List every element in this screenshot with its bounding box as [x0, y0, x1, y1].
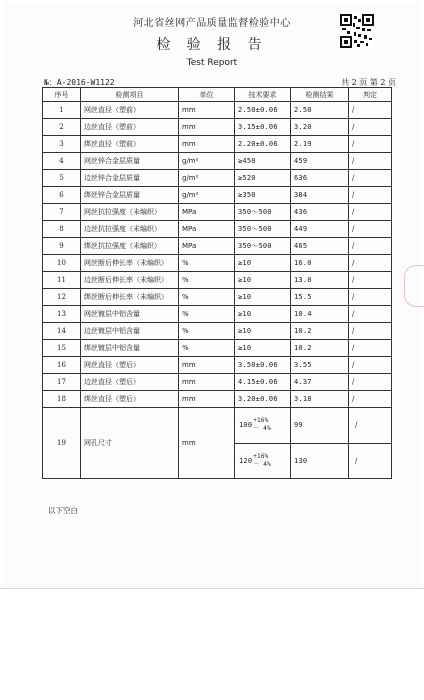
- row-number: 13: [43, 306, 81, 323]
- table-row: [43, 153, 392, 170]
- row-result: 4.37: [291, 374, 349, 391]
- row-result: 436: [291, 204, 349, 221]
- table-row: [43, 374, 392, 391]
- header-seq: 序号: [43, 88, 81, 102]
- row-result: 3.55: [291, 357, 349, 374]
- mesh-req-100: [235, 408, 290, 443]
- row-requirement: ≥10: [235, 289, 291, 306]
- row-verdict: /: [349, 102, 392, 119]
- row-verdict: /: [349, 136, 392, 153]
- row-result: 3.20: [291, 119, 349, 136]
- row-result: 10.4: [291, 306, 349, 323]
- row-result: 15.5: [291, 289, 349, 306]
- report-number: №：A-2016-W1122: [44, 78, 115, 87]
- row-requirement: ≥10: [235, 306, 291, 323]
- table-header-row: [43, 88, 392, 102]
- row-verdict: /: [349, 153, 392, 170]
- row-requirement: ≥10: [235, 255, 291, 272]
- row-unit: mm: [179, 102, 235, 119]
- header-result: 检测结果: [291, 88, 349, 102]
- row-item: 边丝抗拉强度（未编织）: [81, 221, 179, 238]
- row-requirement: 350～500: [235, 238, 291, 255]
- header-unit: 单位: [179, 88, 235, 102]
- row-unit: %: [179, 323, 235, 340]
- table-row: [43, 136, 392, 153]
- row-result: 13.0: [291, 272, 349, 289]
- row-item: 网丝镀层中铝含量: [81, 306, 179, 323]
- row-item: 绑丝镀层中铝含量: [81, 340, 179, 357]
- row-item: 网丝断后伸长率（未编织）: [81, 255, 179, 272]
- row-unit: %: [179, 340, 235, 357]
- row-result: 459: [291, 153, 349, 170]
- table-row: [43, 272, 392, 289]
- table-row: [43, 323, 392, 340]
- row-result: 16.0: [291, 255, 349, 272]
- tolerance-plus: +16%: [253, 452, 269, 460]
- row-number: 16: [43, 357, 81, 374]
- mesh-verdict-100: /: [355, 421, 358, 430]
- header-verdict: 判定: [349, 88, 392, 102]
- report-title: 检 验 报 告: [156, 37, 268, 53]
- tolerance-plus: +16%: [253, 417, 269, 425]
- organization-name: 河北省丝网产品质量监督检验中心: [133, 18, 291, 29]
- row-item: 绑丝直径（塑后）: [81, 391, 179, 408]
- row-number: 15: [43, 340, 81, 357]
- table-row: [43, 102, 392, 119]
- row-unit: mm: [179, 391, 235, 408]
- row-unit: g/m²: [179, 153, 235, 170]
- row-requirement: ≥10: [235, 323, 291, 340]
- mesh-tolerance: [253, 417, 271, 433]
- row-unit: MPa: [179, 204, 235, 221]
- row-verdict: /: [349, 221, 392, 238]
- row-unit: mm: [179, 136, 235, 153]
- row-requirement: 2.50±0.06: [235, 102, 291, 119]
- mesh-tolerance: [253, 453, 271, 469]
- row-result: 465: [291, 238, 349, 255]
- row-result: 2.50: [291, 102, 349, 119]
- row-unit: mm: [179, 357, 235, 374]
- row-requirement: 3.20±0.06: [235, 391, 291, 408]
- row-result: [291, 408, 349, 479]
- table-row: [43, 238, 392, 255]
- row-item: 边丝断后伸长率（未编织）: [81, 272, 179, 289]
- header-requirement: 技术要求: [235, 88, 291, 102]
- mesh-nominal: 100: [239, 421, 253, 430]
- row-requirement: 3.50±0.06: [235, 357, 291, 374]
- row-number: 4: [43, 153, 81, 170]
- row-requirement: 350～500: [235, 204, 291, 221]
- row-item: 网丝直径（塑后）: [81, 357, 179, 374]
- tolerance-minus: － 4%: [253, 460, 271, 468]
- row-item: 绑丝抗拉强度（未编织）: [81, 238, 179, 255]
- row-verdict: /: [349, 374, 392, 391]
- row-item: 边丝直径（塑后）: [81, 374, 179, 391]
- row-result: 636: [291, 170, 349, 187]
- row-unit: %: [179, 306, 235, 323]
- table-row: [43, 187, 392, 204]
- row-number: 3: [43, 136, 81, 153]
- row-item: 绑丝断后伸长率（未编织）: [81, 289, 179, 306]
- row-verdict: /: [349, 170, 392, 187]
- row-result: 10.2: [291, 323, 349, 340]
- row-requirement: [235, 408, 291, 479]
- row-number: 8: [43, 221, 81, 238]
- row-unit: %: [179, 255, 235, 272]
- row-unit: g/m²: [179, 170, 235, 187]
- tolerance-minus: － 4%: [253, 425, 271, 433]
- row-requirement: ≥10: [235, 272, 291, 289]
- report-title-english: Test Report: [186, 58, 238, 68]
- row-number: 19: [43, 408, 81, 479]
- table-row-mesh: [43, 408, 392, 479]
- row-number: 2: [43, 119, 81, 136]
- row-requirement: ≥520: [235, 170, 291, 187]
- table-row: [43, 119, 392, 136]
- row-item: 边丝锌合金层质量: [81, 170, 179, 187]
- end-of-report-note: 以下空白: [48, 506, 78, 515]
- row-result: 10.2: [291, 340, 349, 357]
- row-number: 12: [43, 289, 81, 306]
- row-verdict: /: [349, 306, 392, 323]
- row-requirement: ≥350: [235, 187, 291, 204]
- row-verdict: /: [349, 323, 392, 340]
- row-result: 3.18: [291, 391, 349, 408]
- page-info: 共 2 页 第 2 页: [341, 78, 396, 87]
- row-verdict: /: [349, 289, 392, 306]
- table-row: [43, 391, 392, 408]
- row-unit: %: [179, 289, 235, 306]
- row-verdict: [349, 408, 392, 479]
- row-item: 网丝锌合金层质量: [81, 153, 179, 170]
- row-requirement: ≥450: [235, 153, 291, 170]
- test-results-table: [42, 87, 392, 479]
- row-number: 7: [43, 204, 81, 221]
- row-number: 10: [43, 255, 81, 272]
- row-result: 2.19: [291, 136, 349, 153]
- row-number: 9: [43, 238, 81, 255]
- row-item: 网丝抗拉强度（未编织）: [81, 204, 179, 221]
- row-verdict: /: [349, 187, 392, 204]
- row-requirement: 2.20±0.06: [235, 136, 291, 153]
- seal-stamp: [404, 265, 424, 307]
- row-unit: %: [179, 272, 235, 289]
- row-unit: mm: [179, 408, 235, 479]
- row-item: 边丝镀层中铝含量: [81, 323, 179, 340]
- row-verdict: /: [349, 204, 392, 221]
- row-item: 网孔尺寸: [81, 408, 179, 479]
- table-row: [43, 306, 392, 323]
- table-row: [43, 255, 392, 272]
- row-number: 11: [43, 272, 81, 289]
- row-verdict: /: [349, 238, 392, 255]
- row-item: 绑丝锌合金层质量: [81, 187, 179, 204]
- header-item: 检测项目: [81, 88, 179, 102]
- page-divider: [0, 588, 424, 589]
- row-number: 14: [43, 323, 81, 340]
- row-verdict: /: [349, 272, 392, 289]
- row-unit: MPa: [179, 238, 235, 255]
- table-row: [43, 221, 392, 238]
- row-requirement: ≥10: [235, 340, 291, 357]
- row-item: 边丝直径（塑前）: [81, 119, 179, 136]
- row-result: 384: [291, 187, 349, 204]
- row-requirement: 3.15±0.06: [235, 119, 291, 136]
- row-verdict: /: [349, 391, 392, 408]
- row-number: 17: [43, 374, 81, 391]
- row-requirement: 4.15±0.06: [235, 374, 291, 391]
- row-unit: mm: [179, 374, 235, 391]
- row-unit: MPa: [179, 221, 235, 238]
- qr-code-icon: [340, 14, 374, 48]
- mesh-nominal: 120: [239, 456, 253, 465]
- mesh-req-120: [235, 444, 290, 479]
- row-number: 1: [43, 102, 81, 119]
- mesh-result-100: 99: [294, 421, 303, 430]
- row-number: 18: [43, 391, 81, 408]
- row-unit: mm: [179, 119, 235, 136]
- table-row: [43, 357, 392, 374]
- mesh-verdict-120: /: [355, 456, 358, 465]
- row-result: 449: [291, 221, 349, 238]
- row-requirement: 350～500: [235, 221, 291, 238]
- row-unit: g/m²: [179, 187, 235, 204]
- row-number: 6: [43, 187, 81, 204]
- mesh-result-120: 130: [294, 456, 308, 465]
- row-verdict: /: [349, 119, 392, 136]
- row-verdict: /: [349, 255, 392, 272]
- row-item: 网丝直径（塑前）: [81, 102, 179, 119]
- table-row: [43, 204, 392, 221]
- row-item: 绑丝直径（塑前）: [81, 136, 179, 153]
- table-row: [43, 170, 392, 187]
- table-row: [43, 340, 392, 357]
- table-row: [43, 289, 392, 306]
- row-verdict: /: [349, 357, 392, 374]
- row-verdict: /: [349, 340, 392, 357]
- row-number: 5: [43, 170, 81, 187]
